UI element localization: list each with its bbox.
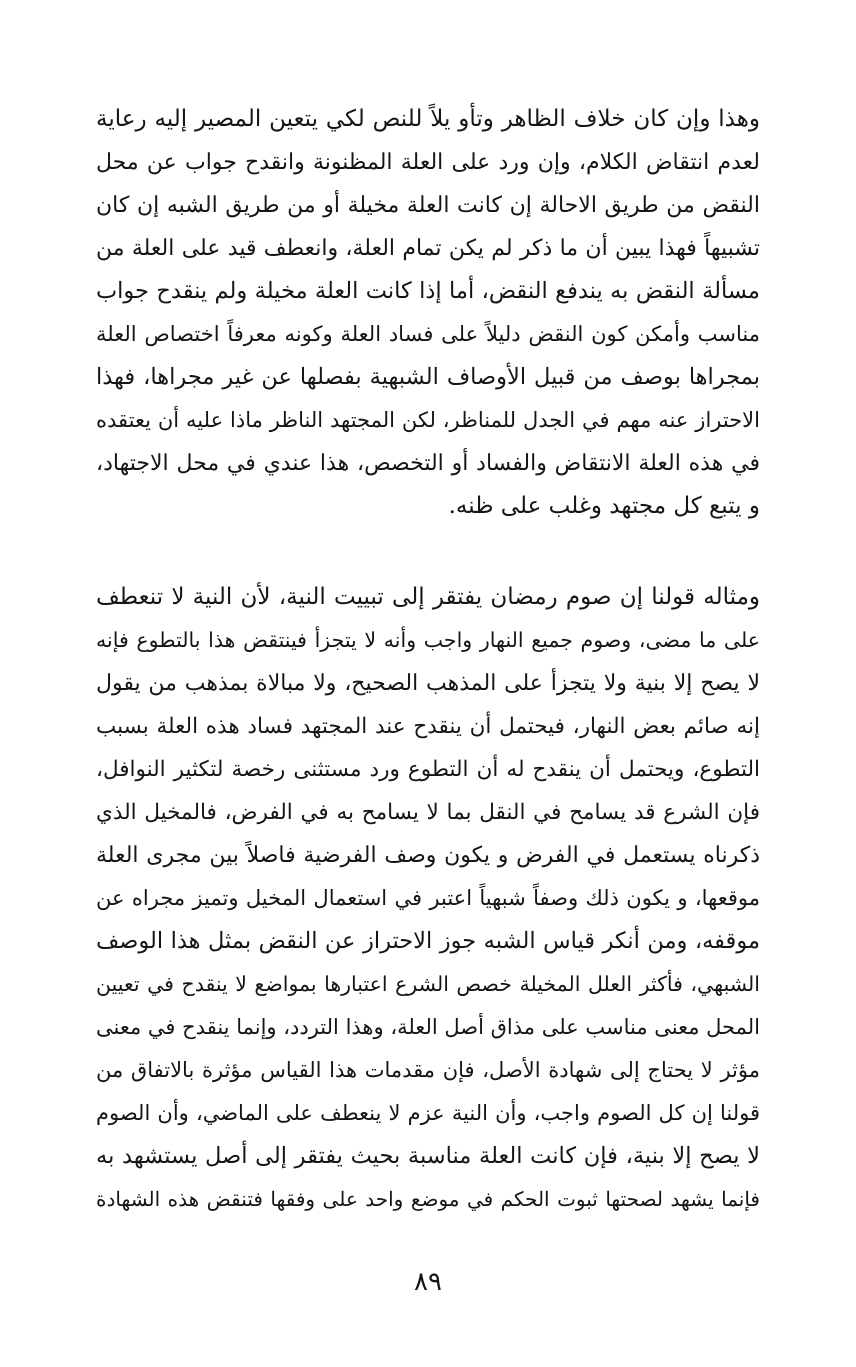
paragraph-2	[96, 576, 760, 1221]
text-line: الشبهي، فأكثر العلل المخيلة خصص الشرع اعتبارها بمواضع لا ينقدح في تعيين	[96, 972, 760, 996]
text-line: مسألة النقض به يندفع النقض، أما إذا كانت العلة مخيلة ولم ينقدح جواب	[96, 278, 760, 304]
text-line: تشبيهاً فهذا يبين أن ما ذكر لم يكن تمام العلة، وانعطف قيد على العلة من	[96, 236, 760, 261]
text-line: التطوع، ويحتمل أن ينقدح له أن التطوع ورد مستثنى رخصة لتكثير النوافل،	[96, 757, 760, 782]
text-line: في هذه العلة الانتقاض والفساد أو التخصص، هذا عندي في محل الاجتهاد،	[96, 451, 760, 476]
text-line: فإن الشرع قد يسامح في النقل بما لا يسامح به في الفرض، فالمخيل الذي	[96, 800, 760, 825]
text-line: على ما مضى، وصوم جميع النهار واجب وأنه لا يتجزأ فينتقض هذا بالتطوع فإنه	[96, 628, 760, 652]
text-line: مناسب وأمكن كون النقض دليلاً على فساد العلة وكونه معرفاً اختصاص العلة	[96, 322, 760, 346]
text-line: ذكرناه يستعمل في الفرض و يكون وصف الفرضية فاصلاً بين مجرى العلة	[96, 843, 760, 868]
text-line: وهذا وإن كان خلاف الظاهر وتأو يلاً للنص لكي يتعين المصير إليه رعاية	[96, 106, 760, 132]
text-line: إنه صائم بعض النهار، فيحتمل أن ينقدح عند المجتهد فساد هذه العلة بسبب	[96, 714, 760, 739]
text-line: ومثاله قولنا إن صوم رمضان يفتقر إلى تبييت النية، لأن النية لا تنعطف	[96, 584, 760, 610]
text-line: الاحتراز عنه مهم في الجدل للمناظر، لكن المجتهد الناظر ماذا عليه أن يعتقده	[96, 408, 760, 432]
text-line: قولنا إن كل الصوم واجب، وأن النية عزم لا ينعطف على الماضي، وأن الصوم	[96, 1101, 760, 1125]
text-line: موقفه، ومن أنكر قياس الشبه جوز الاحتراز عن النقض بمثل هذا الوصف	[96, 928, 760, 954]
page-number: ٨٩	[414, 1267, 442, 1297]
text-line: و يتبع كل مجتهد وغلب على ظنه.	[448, 493, 760, 519]
text-line: بمجراها بوصف من قبيل الأوصاف الشبهية بفصلها عن غير مجراها، فهذا	[96, 364, 760, 390]
text-line: المحل معنى مناسب على مذاق أصل العلة، وهذا التردد، وإنما ينقدح في معنى	[96, 1015, 760, 1039]
paragraph-1	[96, 98, 760, 528]
text-line: فإنما يشهد لصحتها ثبوت الحكم في موضع واحد على وفقها فتنقض هذه الشهادة	[96, 1187, 760, 1211]
text-line: لا يصح إلا بنية ولا يتجزأ على المذهب الصحيح، ولا مبالاة بمذهب من يقول	[96, 671, 760, 696]
text-line: لا يصح إلا بنية، فإن كانت العلة مناسبة بحيث يفتقر إلى أصل يستشهد به	[96, 1143, 760, 1169]
text-line: موقعها، و يكون ذلك وصفاً شبهياً اعتبر في استعمال المخيل وتميز مجراه عن	[96, 886, 760, 910]
text-line: النقض من طريق الاحالة إن كانت العلة مخيلة أو من طريق الشبه إن كان	[96, 193, 760, 218]
text-line: مؤثر لا يحتاج إلى شهادة الأصل، فإن مقدمات هذا القياس مؤثرة بالاتفاق من	[96, 1058, 760, 1082]
text-line: لعدم انتقاض الكلام، وإن ورد على العلة المظنونة وانقدح جواب عن محل	[96, 150, 760, 175]
